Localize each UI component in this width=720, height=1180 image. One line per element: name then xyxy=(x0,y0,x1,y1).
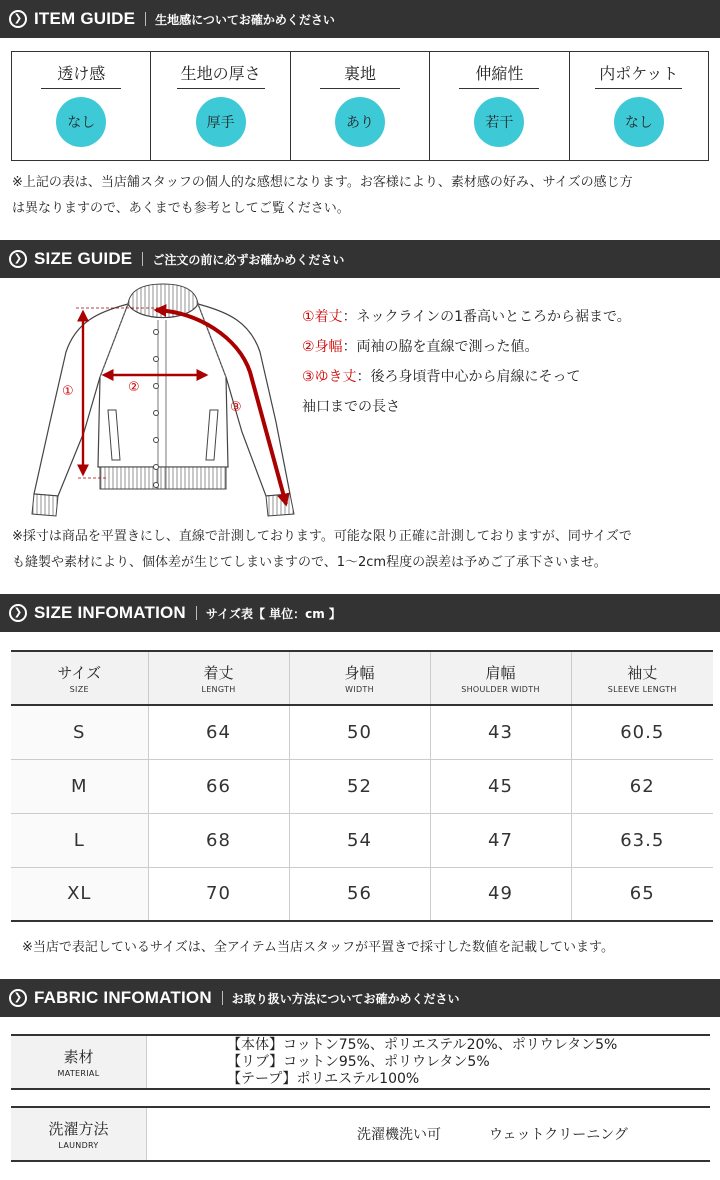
guide-label: 透け感 xyxy=(41,61,121,89)
size-table xyxy=(11,650,713,922)
size-legend xyxy=(302,302,631,422)
table-row xyxy=(11,759,713,813)
divider xyxy=(222,991,223,1005)
size-guide-note xyxy=(12,524,632,576)
table-row xyxy=(11,867,713,921)
mark-width: ② xyxy=(128,380,140,395)
guide-badge: 厚手 xyxy=(196,97,246,147)
guide-cell-thickness xyxy=(151,52,290,160)
hem-rib xyxy=(100,467,226,489)
right-cuff xyxy=(266,494,294,516)
cell-shoulder: 45 xyxy=(430,759,571,813)
section-title: SIZE INFOMATION xyxy=(34,603,186,622)
divider xyxy=(196,606,197,620)
cell-length: 68 xyxy=(148,813,289,867)
laundry-label-en: LAUNDRY xyxy=(58,1141,99,1150)
cell-sleeve: 65 xyxy=(571,867,713,921)
cell-sleeve: 62 xyxy=(571,759,713,813)
laundry-values xyxy=(147,1108,710,1160)
cell-width: 52 xyxy=(289,759,430,813)
legend-row: ③ゆき丈：後ろ身頃背中心から肩線にそって xyxy=(302,369,581,385)
guide-label: 裏地 xyxy=(320,61,400,89)
item-guide-note xyxy=(12,170,633,222)
cell-shoulder: 47 xyxy=(430,813,571,867)
cell-size: XL xyxy=(11,867,148,921)
cell-sleeve: 60.5 xyxy=(571,705,713,759)
section-subtitle: 生地感についてお確かめください xyxy=(155,12,335,27)
size-guide-header xyxy=(0,240,720,278)
section-subtitle: お取り扱い方法についてお確かめください xyxy=(231,991,460,1006)
legend-row: 袖口までの長さ xyxy=(302,399,400,415)
note-line: ※採寸は商品を平置きにし、直線で計測しております。可能な限り正確に計測しておりますが、同サイズで xyxy=(12,529,632,544)
laundry-row xyxy=(11,1106,710,1162)
size-info-note: ※当店で表記しているサイズは、全アイテム当店スタッフが平置きで採寸した数値を記載しています。 xyxy=(22,940,614,955)
item-guide-grid xyxy=(11,51,709,161)
guide-label: 生地の厚さ xyxy=(177,61,265,89)
cell-sleeve: 63.5 xyxy=(571,813,713,867)
size-info-header xyxy=(0,594,720,632)
guide-cell-sheerness xyxy=(12,52,151,160)
guide-cell-inner-pocket xyxy=(570,52,708,160)
left-cuff xyxy=(32,494,58,516)
cell-shoulder: 49 xyxy=(430,867,571,921)
laundry-key xyxy=(11,1108,147,1160)
divider xyxy=(142,252,143,266)
mark-length: ① xyxy=(62,384,74,399)
divider xyxy=(145,12,146,26)
laundry-value: 洗濯機洗い可 xyxy=(357,1127,442,1143)
guide-badge: なし xyxy=(56,97,106,147)
table-row xyxy=(11,813,713,867)
note-line: も縫製や素材により、個体差が生じてしまいますので、1〜2cm程度の誤差は予めご了承下さいませ。 xyxy=(12,555,607,570)
material-row xyxy=(11,1034,710,1090)
guide-badge: なし xyxy=(614,97,664,147)
fabric-info-header xyxy=(0,979,720,1017)
guide-badge: 若干 xyxy=(474,97,524,147)
laundry-value: ウェットクリーニング xyxy=(489,1127,628,1143)
guide-cell-lining xyxy=(291,52,430,160)
col-sleeve: 袖丈 SLEEVE LENGTH xyxy=(571,651,713,705)
cell-length: 66 xyxy=(148,759,289,813)
jacket-diagram xyxy=(28,282,298,522)
section-title: ITEM GUIDE xyxy=(34,9,136,28)
table-row xyxy=(11,705,713,759)
chevron-right-icon: ❯ xyxy=(9,250,27,268)
note-line: は異なりますので、あくまでも参考としてご覧ください。 xyxy=(12,201,350,216)
material-label-en: MATERIAL xyxy=(57,1069,100,1078)
guide-label: 伸縮性 xyxy=(459,61,539,89)
legend-row: ②身幅：両袖の脇を直線で測った値。 xyxy=(302,339,539,355)
section-subtitle: サイズ表【 単位：cm 】 xyxy=(205,606,341,621)
col-size: サイズ SIZE xyxy=(11,651,148,705)
section-title: FABRIC INFOMATION xyxy=(34,988,212,1007)
material-line: 【テープ】ポリエステル100% xyxy=(227,1070,420,1087)
material-line: 【本体】コットン75%、ポリエステル20%、ポリウレタン5% xyxy=(227,1036,618,1053)
material-key xyxy=(11,1036,147,1088)
material-values xyxy=(147,1036,710,1088)
item-guide-header xyxy=(0,0,720,38)
table-header-row xyxy=(11,651,713,705)
chevron-right-icon: ❯ xyxy=(9,989,27,1007)
cell-length: 64 xyxy=(148,705,289,759)
cell-width: 54 xyxy=(289,813,430,867)
cell-width: 56 xyxy=(289,867,430,921)
cell-size: L xyxy=(11,813,148,867)
material-line: 【リブ】コットン95%、ポリウレタン5% xyxy=(227,1053,490,1070)
chevron-right-icon: ❯ xyxy=(9,604,27,622)
legend-row: ①着丈：ネックラインの1番高いところから裾まで。 xyxy=(302,309,631,325)
col-length: 着丈 LENGTH xyxy=(148,651,289,705)
material-label: 素材 xyxy=(63,1048,94,1066)
section-title: SIZE GUIDE xyxy=(34,249,133,268)
cell-size: S xyxy=(11,705,148,759)
note-line: ※上記の表は、当店舗スタッフの個人的な感想になります。お客様により、素材感の好み、サイズの感じ方 xyxy=(12,175,633,190)
cell-size: M xyxy=(11,759,148,813)
laundry-label: 洗濯方法 xyxy=(48,1120,109,1138)
col-width: 身幅 WIDTH xyxy=(289,651,430,705)
guide-label: 内ポケット xyxy=(595,61,682,89)
cell-shoulder: 43 xyxy=(430,705,571,759)
guide-cell-stretch xyxy=(430,52,569,160)
chevron-right-icon: ❯ xyxy=(9,10,27,28)
cell-width: 50 xyxy=(289,705,430,759)
cell-length: 70 xyxy=(148,867,289,921)
section-subtitle: ご注文の前に必ずお確かめください xyxy=(152,252,345,267)
guide-badge: あり xyxy=(335,97,385,147)
col-shoulder: 肩幅 SHOULDER WIDTH xyxy=(430,651,571,705)
mark-sleeve: ③ xyxy=(230,400,242,415)
